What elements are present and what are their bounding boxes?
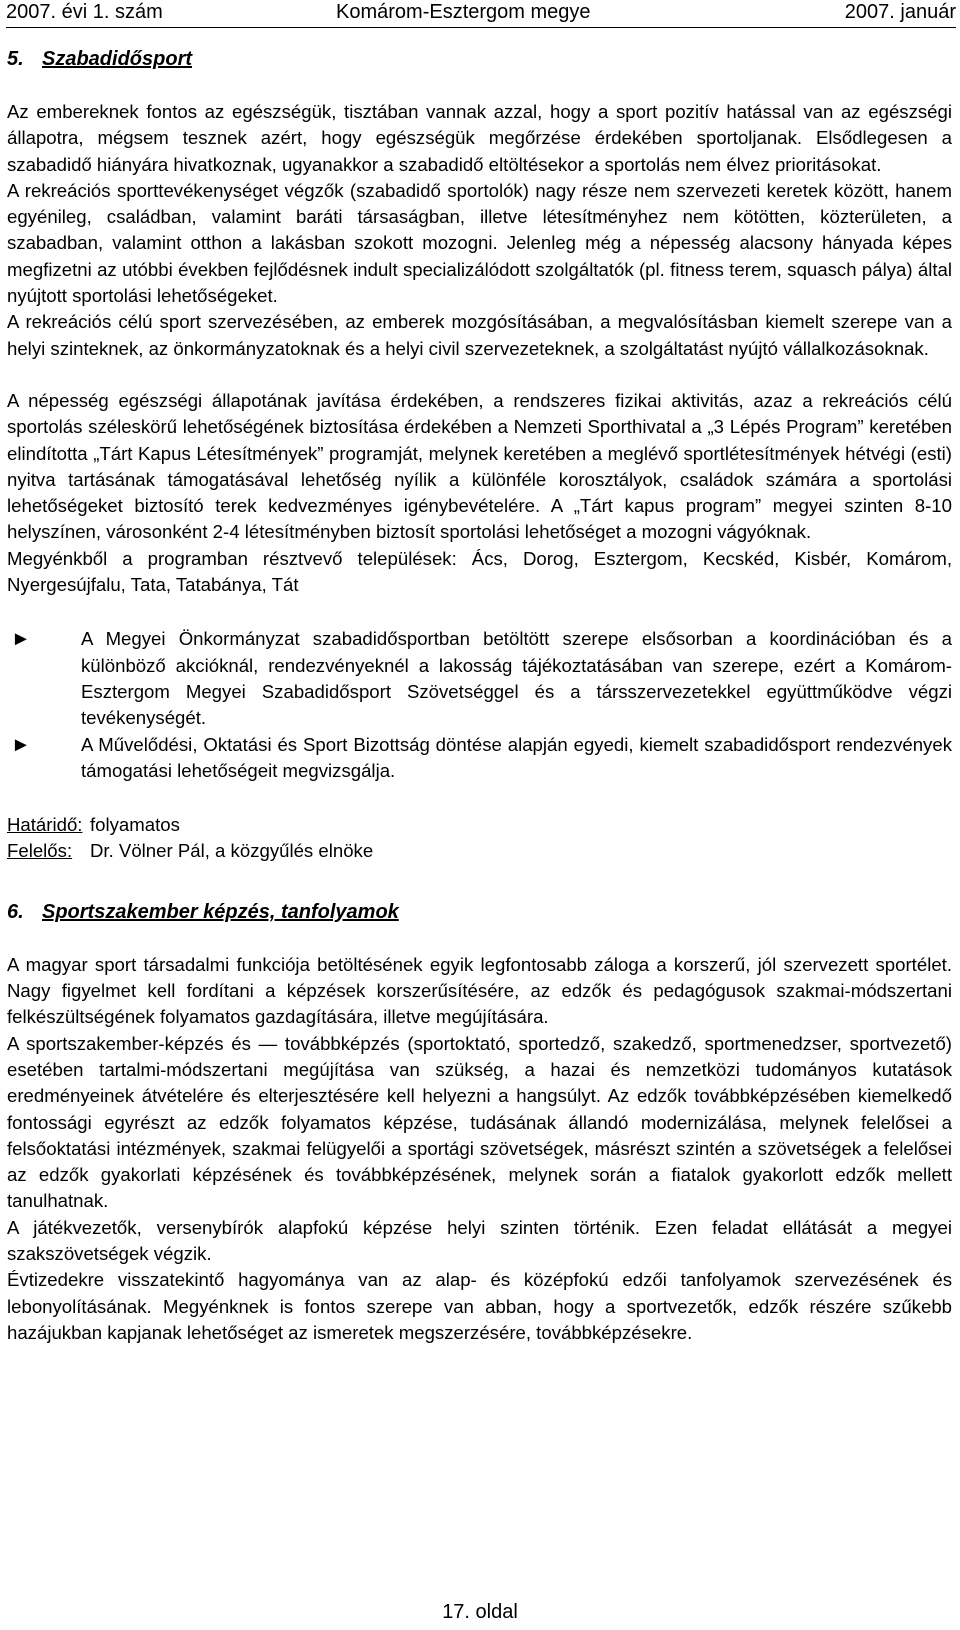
section-6-title: Sportszakember képzés, tanfolyamok [42, 900, 399, 923]
right-pointing-triangle-icon: ► [11, 628, 31, 651]
responsible-value: Dr. Völner Pál, a közgyűlés elnöke [90, 840, 374, 862]
bullet-item [7, 732, 952, 785]
section-5-heading [7, 46, 952, 73]
bullet-text: A Megyei Önkormányzat szabadidősportban betöltött szerepe elsősorban a koordinációban és a különböző akcióknál, rendezvényeknél a lakosság tájékoztatásában van szerepe, ezért a Komárom-Esztergom Megyei Szabadidősport Szövetséggel és a társszervezetekkel együttműködve végzi tevékenységét. [81, 628, 952, 729]
deadline-label: Határidő: [7, 814, 83, 836]
header-date: 2007. január [844, 1, 956, 23]
section-6-number: 6. [7, 900, 24, 923]
bullet-item [7, 626, 952, 731]
bullet-text: A Művelődési, Oktatási és Sport Bizottság döntése alapján egyedi, kiemelt szabadidősport rendezvények támogatási lehetőségeit megvizsgálja. [81, 733, 952, 781]
header-divider [6, 27, 956, 28]
section-5-paragraph-1: Az embereknek fontos az egészségük, tisztában vannak azzal, hogy a sport pozitív hatással van az egészségi állapotra, mégsem tesznek azért, hogy egészségük megőrzése érdekében sportoljanak. Elsődlegesen a szabadidő hiányára hivatkoznak, ugyanakkor a szabadidő eltöltésekor a sportolás nem élvez prioritásokat. [7, 101, 952, 175]
section-5-paragraph-2: A rekreációs sporttevékenységet végzők (szabadidő sportolók) nagy része nem szervezeti keretek között, hanem egyénileg, családban, valamint baráti társaságban, illetve létesítményhez nem kötötten, közterületen, a szabadban, valamint otthon a lakásban szokott mozogni. Jelenleg még a népesség alacsony hányada képes megfizetni az utóbbi években fejlődésnek indult specializálódott szolgáltatók (pl. fitness terem, squasch pálya) által nyújtott sportolási lehetőségeket. [7, 179, 952, 307]
page-header [6, 0, 956, 28]
section-5-paragraph-5: Megyénkből a programban résztvevő települések: Ács, Dorog, Esztergom, Kecskéd, Kisbér, Komárom, Nyergesújfalu, Tata, Tatabánya, Tát [7, 547, 952, 596]
deadline-value: folyamatos [90, 814, 180, 836]
section-5-number: 5. [7, 48, 24, 70]
section-6-paragraph-2: A sportszakember-képzés és — továbbképzés (sportoktató, sportedző, szakedző, sportmenedzser, sportvezető) esetében tartalmi-módszertani megújítása van szükség, a hazai és nemzetközi tudományos kutatások eredményeinek átvételére és elterjesztésére kell helyezni a hangsúlyt. Az edzők továbbképzésében kiemelkedő fontossági egyrészt az edzők folyamatos képzése, tudásának állandó modernizálása, melynek felelősei a felsőoktatási intézmények, szakmai felügyelői a sportági szövetségek, másrészt szintén a szövetségek a felelősei az edzők gyakorlati képzésének és továbbképzésének, melynek során a fiatalok gyakorlott edzők mellett tanulhatnak. [7, 1032, 952, 1212]
section-5-paragraph-4: A népesség egészségi állapotának javítása érdekében, a rendszeres fizikai aktivitás, azaz a rekreációs célú sportolás széleskörű lehetőségének biztosítása érdekében a Nemzeti Sporthivatal a „3 Lépés Program” keretében elindította „Tárt Kapus Létesítmények” programját, melynek keretében a meglévő sportlétesítmények hétvégi (esti) nyitva tartásának támogatásával lehetőség nyílik a különféle korosztályok, családok számára a sportolási lehetőségeket biztosító terek kedvezményes igénybevételére. A „Tárt kapus program” megyei szinten 8-10 helyszínen, városonként 2-4 létesítményben biztosít sportolási lehetőséget a mozogni vágyóknak. [7, 389, 952, 543]
section-6-paragraph-1: A magyar sport társadalmi funkciója betöltésének egyik legfontosabb záloga a korszerű, jól szervezett sportélet. Nagy figyelmet kell fordítani a képzések korszerűsítésére, az edzők és pedagógusok szakmai-módszertani felkészültségének folyamatos gazdagítására, illetve megújítására. [7, 953, 952, 1028]
responsible-label: Felelős: [7, 840, 73, 862]
section-5-paragraph-3: A rekreációs célú sport szervezésében, az emberek mozgósításában, a megvalósításban kiemelt szerepe van a helyi szinteknek, az önkormányzatoknak és a helyi civil szervezeteknek, a szolgáltatást nyújtó vállalkozásoknak. [7, 311, 952, 359]
header-county: Komárom-Esztergom megye [336, 1, 591, 23]
section-5-title: Szabadidősport [42, 48, 193, 70]
section-6-paragraph-3: A játékvezetők, versenybírók alapfokú képzése helyi szinten történik. Ezen feladat ellátását a megyei szakszövetségek végzik. [7, 1216, 952, 1264]
page-content [7, 46, 952, 1346]
deadline-row [7, 812, 952, 838]
responsible-row [7, 838, 952, 864]
header-issue: 2007. évi 1. szám [6, 1, 163, 23]
page-number: 17. oldal [442, 1601, 518, 1623]
section-6-heading [7, 899, 952, 926]
section-6-paragraph-4: Évtizedekre visszatekintő hagyománya van az alap- és középfokú edzői tanfolyamok szervezésének és lebonyolításának. Megyénknek is fontos szerepe van abban, hogy a sportvezetők, edzők részére szűkebb hazájukban kapjanak lehetőséget az ismeretek megszerzésére, továbbképzésekre. [7, 1269, 952, 1343]
right-pointing-triangle-icon: ► [11, 733, 31, 756]
